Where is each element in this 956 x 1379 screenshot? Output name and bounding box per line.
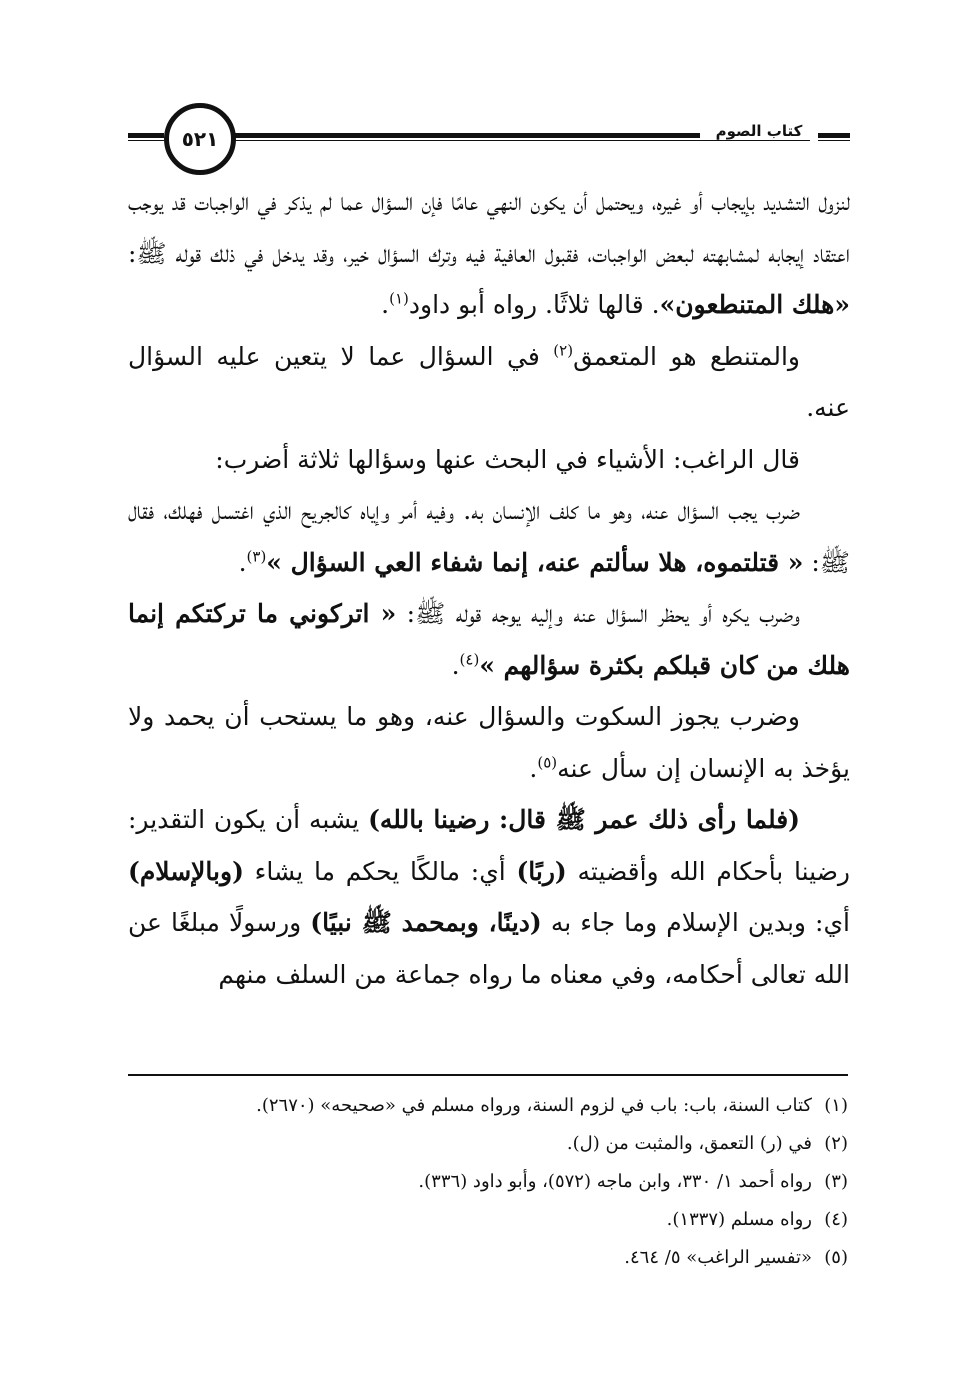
footnote-text: «تفسير الراغب» ٥/ ٤٦٤. xyxy=(624,1247,812,1268)
commentary-lemma: (دينًا، وبمحمد ﷺ نبيًا) xyxy=(310,908,542,937)
header-rule-right-thin xyxy=(818,140,850,141)
page-number-badge xyxy=(164,103,236,175)
footnote-text: رواه مسلم (١٣٣٧). xyxy=(666,1209,812,1230)
footnote xyxy=(128,1163,850,1201)
hadith-quote: « قتلتموه، هلا سألتم عنه، إنما شفاء العي السؤال » xyxy=(266,547,804,577)
paragraph-4: ضرب يجب السؤال عنه، وهو ما كلف الإنسان به. وفيه أمر وإياه كالجريح الذي اغتسل فهلك، فقال ﷺ: « قتلتموه، هلا سألتم عنه، إنما شفاء العي السؤال »$^{(٣)}$. xyxy=(128,496,850,577)
paragraph-3: قال الراغب: الأشياء في البحث عنها وسؤالها ثلاثة أضرب: xyxy=(215,444,800,474)
footnote-ref: (٥) xyxy=(537,753,558,772)
footnote-text: في (ر) التعمق، والمثبت من (ل). xyxy=(566,1133,812,1154)
footnote-number: (٥) xyxy=(824,1247,848,1268)
paragraph-2: والمتنطع هو المتعمق$^{(٢)}$ في السؤال عما لا يتعين عليه السؤال عنه. xyxy=(128,341,850,422)
header-rule-left xyxy=(128,133,164,138)
footnote-ref: (٢) xyxy=(553,341,574,360)
commentary-lemma: (ربًا) xyxy=(516,856,567,886)
paragraph-6: وضرب يجوز السكوت والسؤال عنه، وهو ما يستحب أن يحمد ولا يؤخذ به الإنسان إن سأل عنه$^{(٥)}$. xyxy=(128,702,850,783)
main-text xyxy=(128,176,850,1000)
header-rule-middle-thin xyxy=(232,140,810,141)
hadith-quote: « اتركوني ما تركتكم إنما هلك من كان قبلكم بكثرة سؤالهم » xyxy=(128,599,850,680)
footnote-number: (٣) xyxy=(824,1171,848,1192)
footnote-number: (١) xyxy=(824,1095,848,1116)
footnote-text: كتاب السنة، باب: باب في لزوم السنة، ورواه مسلم في «صحيحه» (٢٦٧٠). xyxy=(256,1095,812,1116)
footnote-number: (٢) xyxy=(824,1133,848,1154)
paragraph-7: (فلما رأى ذلك عمر ﷺ قال: رضينا بالله) يشبه أن يكون التقدير: رضينا بأحكام الله وأقضيته (ربًا) أي: مالكًا يحكم ما يشاء (وبالإسلام) أي: وبدين الإسلام وما جاء به (دينًا، وبمحمد ﷺ نبيًا) ورسولًا مبلغًا عن الله تعالى أحكامه، وفي معناه ما رواه جماعة من السلف منهم xyxy=(128,805,850,989)
footnote-separator xyxy=(128,1074,848,1076)
header-rule-left-thin xyxy=(128,140,164,141)
paragraph-1: لنزول التشديد بإيجاب أو غيره، ويحتمل أن يكون النهي عامًا فإن السؤال عما لم يذكر في الواجبات قد يوجب اعتقاد إيجابه لمشابهته لبعض الواجبات، فقبول العافية فيه وترك السؤال خير، وقد يدخل في ذلك قوله ﷺ: «هلك المتنطعون». قالها ثلاثًا. رواه أبو داود$^{(١)}$. xyxy=(128,187,850,319)
footnotes xyxy=(128,1087,850,1277)
header-rule-right xyxy=(818,133,850,138)
footnote xyxy=(128,1201,850,1239)
footnote xyxy=(128,1087,850,1125)
paragraph-5: وضرب يكره أو يحظر السؤال عنه وإليه يوجه قوله ﷺ: « اتركوني ما تركتكم إنما هلك من كان قبلكم بكثرة سؤالهم »$^{(٤)}$. xyxy=(128,599,850,680)
running-head: كتاب الصوم xyxy=(700,122,818,140)
hadith-quote: «هلك المتنطعون» xyxy=(659,290,850,319)
footnote-ref: (٣) xyxy=(246,547,267,566)
page-number: ٥٢١ xyxy=(181,127,219,151)
footnote-text: رواه أحمد ١/ ٣٣٠، وابن ماجه (٥٧٢)، وأبو داود (٣٣٦). xyxy=(418,1171,812,1192)
footnote-ref: (١) xyxy=(389,289,409,308)
footnote-ref: (٤) xyxy=(459,650,480,669)
footnote xyxy=(128,1239,850,1277)
commentary-lemma: (وبالإسلام) xyxy=(128,856,244,886)
footnote-number: (٤) xyxy=(824,1209,848,1230)
footnote xyxy=(128,1125,850,1163)
commentary-lemma: (فلما رأى ذلك عمر ﷺ قال: رضينا بالله) xyxy=(368,805,800,834)
